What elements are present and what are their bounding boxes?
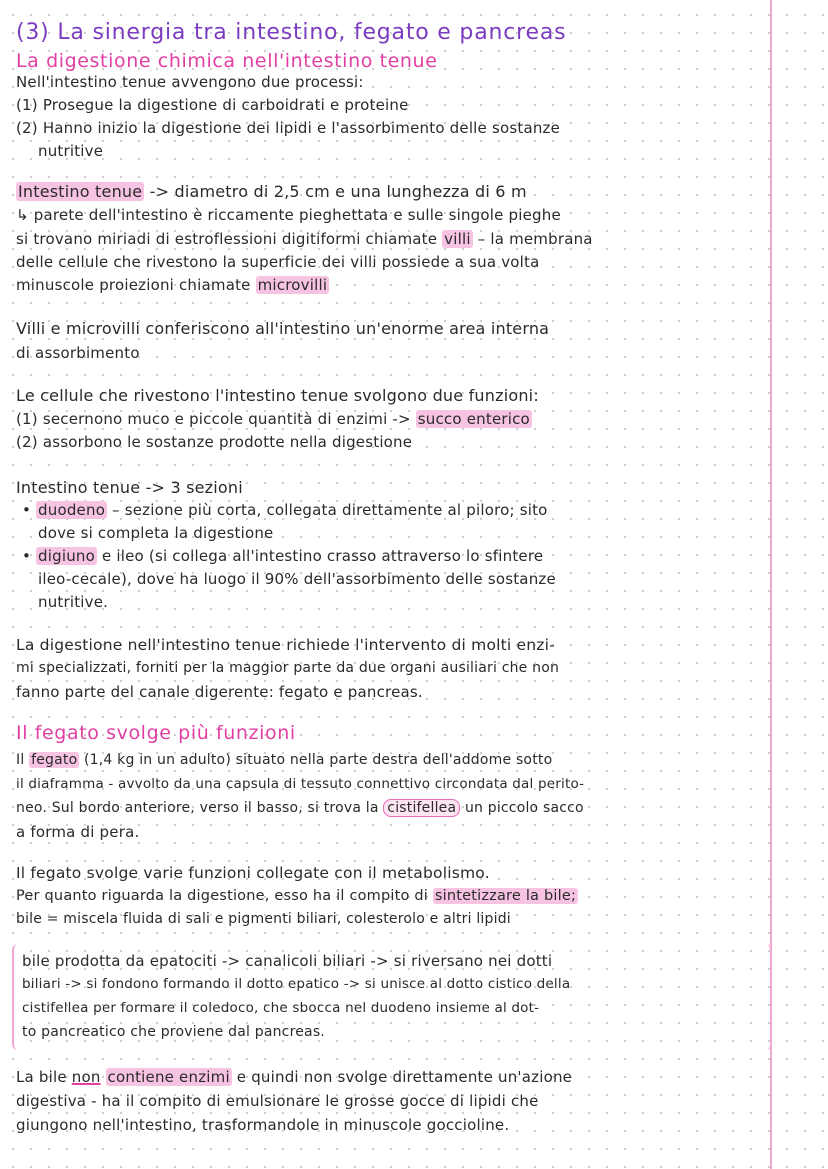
bile-para-line-3: giungono nell'intestino, trasformandole in minuscole goccioline. — [16, 1116, 510, 1134]
section-duodeno-cont: dove si completa la digestione — [38, 524, 274, 542]
cells-para-line-2: (1) secernono muco e piccole quantità di enzimi -> succo enterico — [16, 410, 530, 428]
tenue-line-2: ↳ parete dell'intestino è riccamente pieghettata e sulle singole pieghe — [16, 206, 561, 224]
tenue-line-5: minuscole proiezioni chiamate microvilli — [16, 276, 328, 294]
bullet: • — [22, 547, 32, 565]
enzymes-para-line-1: La digestione nell'intestino tenue richiede l'intervento di molti enzi- — [16, 636, 555, 654]
highlight-fegato: fegato — [31, 752, 78, 768]
sections-lead: Intestino tenue -> 3 sezioni — [16, 478, 243, 497]
section-digiuno-cont-1: ileo-cecale), dove ha luogo il 90% dell'assorbimento delle sostanze — [38, 570, 556, 588]
villi-para-line-1: Villi e microvilli conferiscono all'intestino un'enorme area interna — [16, 319, 550, 338]
highlight-succo-enterico: succo enterico — [417, 410, 530, 428]
liver-para-line-2: il diaframma - avvolto da una capsula di tessuto connettivo circondata dal perito- — [16, 776, 585, 792]
highlight-duodeno: duodeno — [38, 501, 106, 519]
cells-para-line-3: (2) assorbono le sostanze prodotte nella digestione — [16, 433, 413, 451]
highlight-villi: villi — [444, 230, 471, 248]
liver-functions-line-1: Il fegato svolge varie funzioni collegate con il metabolismo. — [16, 864, 490, 882]
page-title: (3) La sinergia tra intestino, fegato e pancreas — [16, 20, 567, 45]
enzymes-para-line-2: mi specializzati, forniti per la maggior parte da due organi ausiliari che non — [16, 660, 560, 676]
bile-para-line-1: La bile non contiene enzimi e quindi non svolge direttamente un'azione — [16, 1068, 573, 1086]
villi-para-line-2: di assorbimento — [16, 344, 140, 362]
bile-box-line-2: biliari -> si fondono formando il dotto epatico -> si unisce al dotto cistico della — [22, 976, 571, 992]
section-duodeno: • duodeno – sezione più corta, collegata direttamente al piloro; sito — [22, 501, 548, 519]
section-digiuno: • digiuno e ileo (si collega all'intestino crasso attraverso lo sfintere — [22, 547, 544, 565]
bile-box-line-1: bile prodotta da epatociti -> canalicoli biliari -> si riversano nei dotti — [22, 952, 553, 970]
bile-para-line-2: digestiva - ha il compito di emulsionare le grosse gocce di lipidi che — [16, 1092, 539, 1110]
liver-functions-line-3: bile = miscela fluida di sali e pigmenti biliari, colesterolo e altri lipidi — [16, 911, 511, 927]
enzymes-para-line-3: fanno parte del canale digerente: fegato e pancreas. — [16, 683, 423, 701]
highlight-contiene-enzimi: contiene enzimi — [107, 1068, 230, 1086]
liver-para-line-4: a forma di pera. — [16, 823, 140, 841]
highlight-intestino-tenue: Intestino tenue — [18, 182, 143, 201]
liver-functions-line-2: Per quanto riguarda la digestione, esso ha il compito di sintetizzare la bile; — [16, 888, 577, 904]
highlight-digiuno: digiuno — [38, 547, 96, 565]
intro-item-2: (2) Hanno inizio la digestione dei lipidi e l'assorbimento delle sostanze — [16, 119, 561, 137]
section-digiuno-cont-2: nutritive. — [38, 593, 109, 611]
intro-item-1: (1) Prosegue la digestione di carboidrati e proteine — [16, 96, 409, 114]
intro-item-2-cont: nutritive — [38, 142, 104, 160]
highlight-microvilli: microvilli — [257, 276, 328, 294]
bile-box-line-3: cistifellea per formare il coledoco, che sbocca nel duodeno insieme al dot- — [22, 1000, 540, 1016]
highlight-cistifellea: cistifellea — [383, 799, 460, 817]
highlight-sintetizzare: sintetizzare la bile; — [434, 888, 577, 904]
section-subtitle: La digestione chimica nell'intestino tenue — [16, 50, 438, 72]
bullet: • — [22, 501, 32, 519]
cells-para-line-1: Le cellule che rivestono l'intestino tenue svolgono due funzioni: — [16, 386, 539, 405]
bile-box-line-4: to pancreatico che proviene dal pancreas. — [22, 1024, 325, 1040]
tenue-line-1: Intestino tenue -> diametro di 2,5 cm e una lunghezza di 6 m — [18, 182, 527, 201]
liver-heading: Il fegato svolge più funzioni — [16, 722, 296, 744]
underline-non: non — [71, 1068, 101, 1086]
tenue-line-4: delle cellule che rivestono la superficie dei villi possiede a sua volta — [16, 253, 540, 271]
tenue-line-3: si trovano miriadi di estroflessioni digitiformi chiamate villi – la membrana — [16, 230, 593, 248]
liver-para-line-3: neo. Sul bordo anteriore, verso il basso, si trova la cistifellea un piccolo sacco — [16, 800, 584, 816]
liver-para-line-1: Il fegato (1,4 kg in un adulto) situato nella parte destra dell'addome sotto — [16, 752, 553, 768]
intro-lead: Nell'intestino tenue avvengono due processi: — [16, 73, 364, 91]
